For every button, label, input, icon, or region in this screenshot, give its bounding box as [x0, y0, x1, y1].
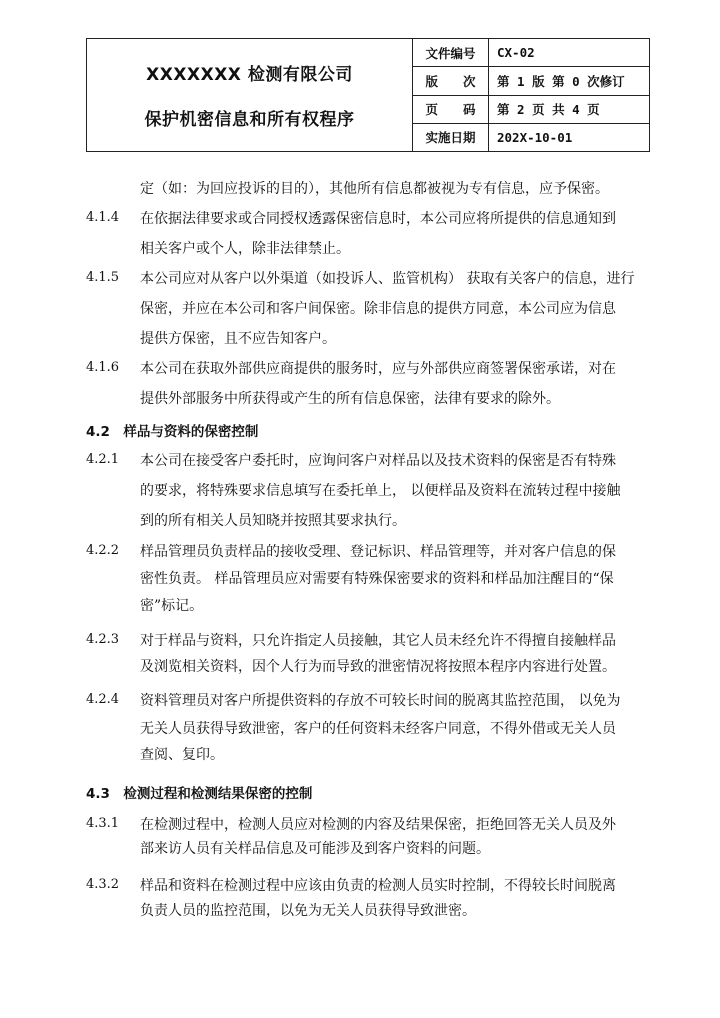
paragraph-line: 查阅、复印。 [140, 747, 224, 763]
meta-label: 版 次 [413, 67, 489, 94]
paragraph-line: 密”标记。 [140, 598, 204, 614]
paragraph-line: 提供方保密，且不应告知客户。 [140, 331, 336, 347]
paragraph-line: 本公司在获取外部供应商提供的服务时，应与外部供应商签署保密承诺，对在 [140, 361, 616, 377]
meta-row-effective-date [413, 124, 649, 151]
paragraph-line: 负责人员的监控范围，以免为无关人员获得导致泄密。 [140, 903, 476, 919]
company-name: XXXXXXX 检测有限公司 [146, 65, 353, 85]
meta-value: 202X-10-01 [497, 129, 573, 145]
clause-number: 4.2.3 [86, 632, 120, 647]
meta-value: 第 1 版 第 0 次修订 [497, 73, 625, 89]
paragraph-line: 样品和资料在检测过程中应该由负责的检测人员实时控制，不得较长时间脱离 [140, 878, 616, 894]
clause-number: 4.2.4 [86, 692, 120, 707]
paragraph-line: 及浏览相关资料，因个人行为而导致的泄密情况将按照本程序内容进行处置。 [140, 659, 616, 675]
paragraph-line: 的要求，将特殊要求信息填写在委托单上， 以便样品及资料在流转过程中接触 [140, 483, 621, 499]
paragraph-line: 在检测过程中，检测人员应对检测的内容及结果保密，拒绝回答无关人员及外 [140, 817, 616, 833]
paragraph-line: 部来访人员有关样品信息及可能涉及到客户资料的问题。 [140, 841, 490, 857]
clause-number: 4.3.2 [86, 877, 120, 892]
paragraph-line: 保密，并应在本公司和客户间保密。除非信息的提供方同意，本公司应为信息 [140, 301, 616, 317]
clause-number: 4.1.6 [86, 360, 120, 375]
header-title-cell [87, 39, 413, 151]
meta-row-version [413, 67, 649, 95]
section-heading: 4.2 样品与资料的保密控制 [86, 424, 259, 440]
paragraph-line: 到的所有相关人员知晓并按照其要求执行。 [140, 513, 406, 529]
paragraph-line: 本公司应对从客户以外渠道（如投诉人、监管机构） 获取有关客户的信息，进行 [140, 271, 635, 287]
meta-row-doc-number [413, 39, 649, 67]
paragraph-line: 资料管理员对客户所提供资料的存放不可较长时间的脱离其监控范围， 以免为 [140, 693, 621, 709]
paragraph-line: 提供外部服务中所获得或产生的所有信息保密，法律有要求的除外。 [140, 391, 560, 407]
header-meta-cells [413, 39, 649, 151]
paragraph-line: 样品管理员负责样品的接收受理、登记标识、样品管理等，并对客户信息的保 [140, 544, 616, 560]
meta-row-page [413, 96, 649, 124]
meta-label: 页 码 [413, 96, 489, 123]
document-title: 保护机密信息和所有权程序 [144, 110, 355, 130]
clause-number: 4.1.4 [86, 210, 120, 225]
paragraph-line: 相关客户或个人，除非法律禁止。 [140, 241, 350, 257]
clause-number: 4.2.1 [86, 452, 120, 467]
paragraph-line: 本公司在接受客户委托时，应询问客户对样品以及技术资料的保密是否有特殊 [140, 453, 616, 469]
paragraph-line: 在依据法律要求或合同授权透露保密信息时，本公司应将所提供的信息通知到 [140, 211, 616, 227]
paragraph-line: 对于样品与资料，只允许指定人员接触，其它人员未经允许不得擅自接触样品 [140, 633, 616, 649]
paragraph-line: 无关人员获得导致泄密，客户的任何资料未经客户同意，不得外借或无关人员 [140, 721, 616, 737]
meta-value: CX-02 [497, 45, 535, 61]
section-heading: 4.3 检测过程和检测结果保密的控制 [86, 786, 313, 802]
clause-number: 4.2.2 [86, 543, 120, 558]
clause-number: 4.1.5 [86, 270, 120, 285]
meta-value: 第 2 页 共 4 页 [497, 102, 600, 118]
meta-label: 文件编号 [413, 39, 489, 66]
document-header-table [86, 38, 650, 152]
paragraph-line: 密性负责。 样品管理员应对需要有特殊保密要求的资料和样品加注醒目的“保 [140, 571, 614, 587]
clause-number: 4.3.1 [86, 816, 120, 831]
paragraph-line: 定（如：为回应投诉的目的），其他所有信息都被视为专有信息，应予保密。 [140, 181, 609, 197]
meta-label: 实施日期 [413, 124, 489, 151]
